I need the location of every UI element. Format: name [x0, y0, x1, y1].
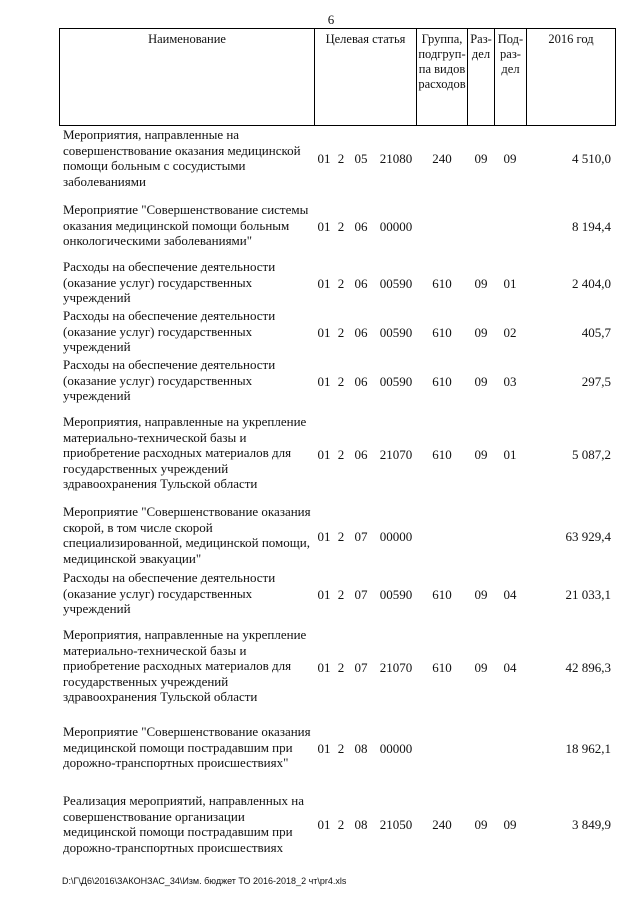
row-section: 09: [474, 151, 488, 166]
row-subsection: 04: [503, 587, 517, 602]
row-section: 09: [474, 374, 488, 389]
row-name: Расходы на обеспечение деятельности (оказание услуг) государственных учреждений: [63, 308, 276, 355]
row-code-subprogram: 2: [337, 660, 345, 675]
row-section: 09: [474, 660, 488, 675]
row-group: 610: [432, 660, 452, 675]
row-code-program: 01: [317, 151, 331, 166]
row-code-program: 01: [317, 447, 331, 462]
row-code-direction: 21080: [379, 151, 413, 166]
row-group: 610: [432, 276, 452, 291]
row-code-program: 01: [317, 741, 331, 756]
row-subsection: 01: [503, 447, 517, 462]
row-code-event: 07: [354, 660, 368, 675]
row-code-subprogram: 2: [337, 447, 345, 462]
row-group: 610: [432, 325, 452, 340]
row-code-event: 06: [354, 219, 368, 234]
row-amount: 4 510,0: [572, 151, 611, 166]
row-section: 09: [474, 447, 488, 462]
row-group: 610: [432, 374, 452, 389]
row-amount: 21 033,1: [565, 587, 611, 602]
row-code-direction: 00590: [379, 374, 413, 389]
row-section: 09: [474, 817, 488, 832]
row-name: Реализация мероприятий, направленных на совершенствование организации медицинской помощи пострадавшим при дорожно-транспортных происшествиях: [63, 793, 304, 855]
row-code-subprogram: 2: [337, 741, 345, 756]
row-name: Мероприятия, направленные на укрепление материально-технической базы и приобретение расходных материалов для государственных учреждений здравоохранения Тульской области: [63, 414, 307, 492]
row-code-program: 01: [317, 219, 331, 234]
header-target: Целевая статья: [315, 29, 417, 125]
row-group: 240: [432, 151, 452, 166]
row-name: Мероприятия, направленные на укрепление материально-технической базы и приобретение расходных материалов для государственных учреждений здравоохранения Тульской области: [63, 627, 307, 705]
row-code-subprogram: 2: [337, 151, 345, 166]
row-code-program: 01: [317, 529, 331, 544]
row-section: 09: [474, 325, 488, 340]
row-code-direction: 00000: [379, 219, 413, 234]
row-amount: 405,7: [581, 325, 611, 340]
row-code-subprogram: 2: [337, 325, 345, 340]
row-code-subprogram: 2: [337, 276, 345, 291]
row-subsection: 04: [503, 660, 517, 675]
row-amount: 42 896,3: [565, 660, 611, 675]
row-name: Мероприятие "Совершенствование оказания медицинской помощи пострадавшим при дорожно-транспортных происшествиях": [63, 724, 311, 771]
row-code-subprogram: 2: [337, 587, 345, 602]
row-group: 610: [432, 447, 452, 462]
row-name: Мероприятие "Совершенствование оказания скорой, в том числе скорой специализированной, медицинской помощи, медицинской эвакуации": [63, 504, 311, 566]
row-code-event: 07: [354, 529, 368, 544]
row-code-program: 01: [317, 276, 331, 291]
row-code-event: 06: [354, 447, 368, 462]
header-year: 2016 год: [548, 32, 594, 46]
row-section: 09: [474, 587, 488, 602]
row-code-direction: 00590: [379, 587, 413, 602]
row-code-direction: 00000: [379, 529, 413, 544]
row-code-program: 01: [317, 587, 331, 602]
header-subsection: Под- раз- дел: [495, 29, 527, 125]
row-subsection: 02: [503, 325, 517, 340]
row-code-program: 01: [317, 660, 331, 675]
row-code-event: 07: [354, 587, 368, 602]
row-code-event: 06: [354, 276, 368, 291]
row-group: 610: [432, 587, 452, 602]
row-code-event: 05: [354, 151, 368, 166]
row-subsection: 09: [503, 817, 517, 832]
row-code-subprogram: 2: [337, 817, 345, 832]
row-name: Расходы на обеспечение деятельности (оказание услуг) государственных учреждений: [63, 259, 276, 306]
table-header: [59, 28, 616, 126]
page-number: 6: [327, 12, 335, 27]
row-code-subprogram: 2: [337, 529, 345, 544]
row-code-program: 01: [317, 374, 331, 389]
row-name: Расходы на обеспечение деятельности (оказание услуг) государственных учреждений: [63, 357, 276, 404]
row-group: 240: [432, 817, 452, 832]
header-name: Наименование: [60, 29, 315, 125]
row-code-program: 01: [317, 817, 331, 832]
row-code-direction: 21070: [379, 447, 413, 462]
header-section: Раз- дел: [468, 29, 495, 125]
row-subsection: 03: [503, 374, 517, 389]
row-code-event: 08: [354, 741, 368, 756]
row-amount: 2 404,0: [572, 276, 611, 291]
row-subsection: 01: [503, 276, 517, 291]
row-code-event: 06: [354, 325, 368, 340]
header-group: Группа, подгруп- па видов расходов: [417, 29, 468, 125]
file-path-footer: D:\Г\Д6\2016\ЗАКОНЗАС_34\Изм. бюджет ТО 2016-2018_2 чт\pr4.xls: [62, 876, 347, 886]
row-name: Расходы на обеспечение деятельности (оказание услуг) государственных учреждений: [63, 570, 276, 617]
row-code-direction: 00590: [379, 325, 413, 340]
row-amount: 8 194,4: [572, 219, 611, 234]
row-code-subprogram: 2: [337, 219, 345, 234]
row-code-event: 06: [354, 374, 368, 389]
row-code-direction: 00000: [379, 741, 413, 756]
row-amount: 297,5: [581, 374, 611, 389]
row-code-program: 01: [317, 325, 331, 340]
row-code-direction: 21050: [379, 817, 413, 832]
row-code-event: 08: [354, 817, 368, 832]
row-section: 09: [474, 276, 488, 291]
row-name: Мероприятие "Совершенствование системы оказания медицинской помощи больным онкологическими заболеваниями": [63, 202, 309, 249]
row-amount: 5 087,2: [572, 447, 611, 462]
row-subsection: 09: [503, 151, 517, 166]
row-amount: 3 849,9: [572, 817, 611, 832]
row-amount: 63 929,4: [565, 529, 611, 544]
row-amount: 18 962,1: [565, 741, 611, 756]
row-code-direction: 21070: [379, 660, 413, 675]
row-name: Мероприятия, направленные на совершенствование оказания медицинской помощи больным с сосудистыми заболеваниями: [63, 127, 301, 189]
row-code-direction: 00590: [379, 276, 413, 291]
row-code-subprogram: 2: [337, 374, 345, 389]
